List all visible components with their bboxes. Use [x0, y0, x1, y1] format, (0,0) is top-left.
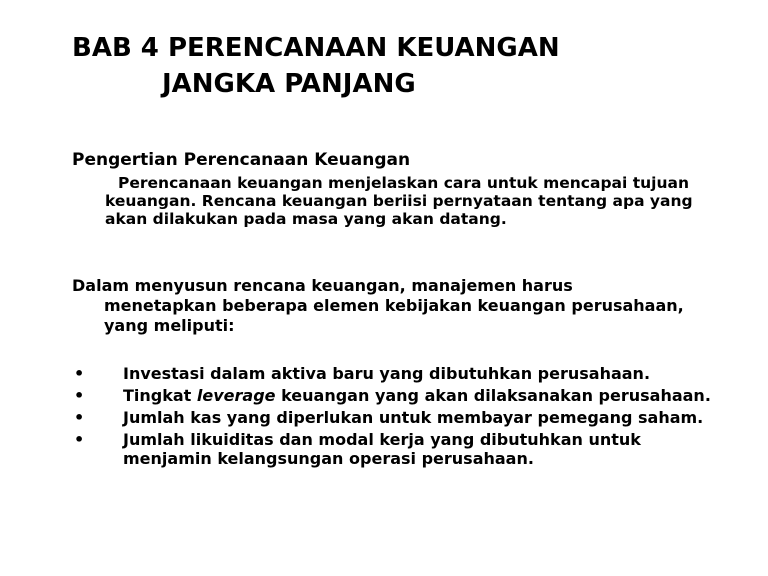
list-item-text: Jumlah kas yang diperlukan untuk membayar pemegang saham. — [123, 408, 704, 427]
definition-paragraph: Perencanaan keuangan menjelaskan cara untuk mencapai tujuan keuangan. Rencana keuangan beriisi pernyataan tentang apa yang akan dilakukan pada masa yang akan datang. — [105, 174, 693, 228]
list-item-text-before: Tingkat — [123, 386, 197, 405]
list-item — [72, 364, 712, 383]
intro-first-line: Dalam menyusun rencana keuangan, manajemen harus — [72, 276, 573, 295]
policy-elements-list — [72, 364, 712, 471]
list-item-emphasis: leverage — [196, 386, 276, 405]
intro-continuation: menetapkan beberapa elemen kebijakan keuangan perusahaan, yang meliputi: — [104, 296, 684, 335]
list-item — [72, 386, 712, 405]
list-item — [72, 430, 712, 468]
list-item-text: Jumlah likuiditas dan modal kerja yang dibutuhkan untuk menjamin kelangsungan operasi perusahaan. — [123, 430, 641, 468]
section-heading: Pengertian Perencanaan Keuangan — [72, 150, 411, 170]
bullet-marker: • — [74, 408, 85, 427]
title-line-2: JANGKA PANJANG — [162, 69, 416, 99]
bullet-marker: • — [74, 386, 85, 405]
bullet-marker: • — [74, 430, 85, 449]
intro-paragraph — [72, 276, 712, 336]
bullet-marker: • — [74, 364, 85, 383]
list-item-text: Investasi dalam aktiva baru yang dibutuhkan perusahaan. — [123, 364, 651, 383]
list-item-text-after: keuangan yang akan dilaksanakan perusahaan. — [275, 386, 711, 405]
list-item — [72, 408, 712, 427]
title-line-1: BAB 4 PERENCANAAN KEUANGAN — [72, 33, 560, 63]
slide-title — [72, 30, 560, 102]
